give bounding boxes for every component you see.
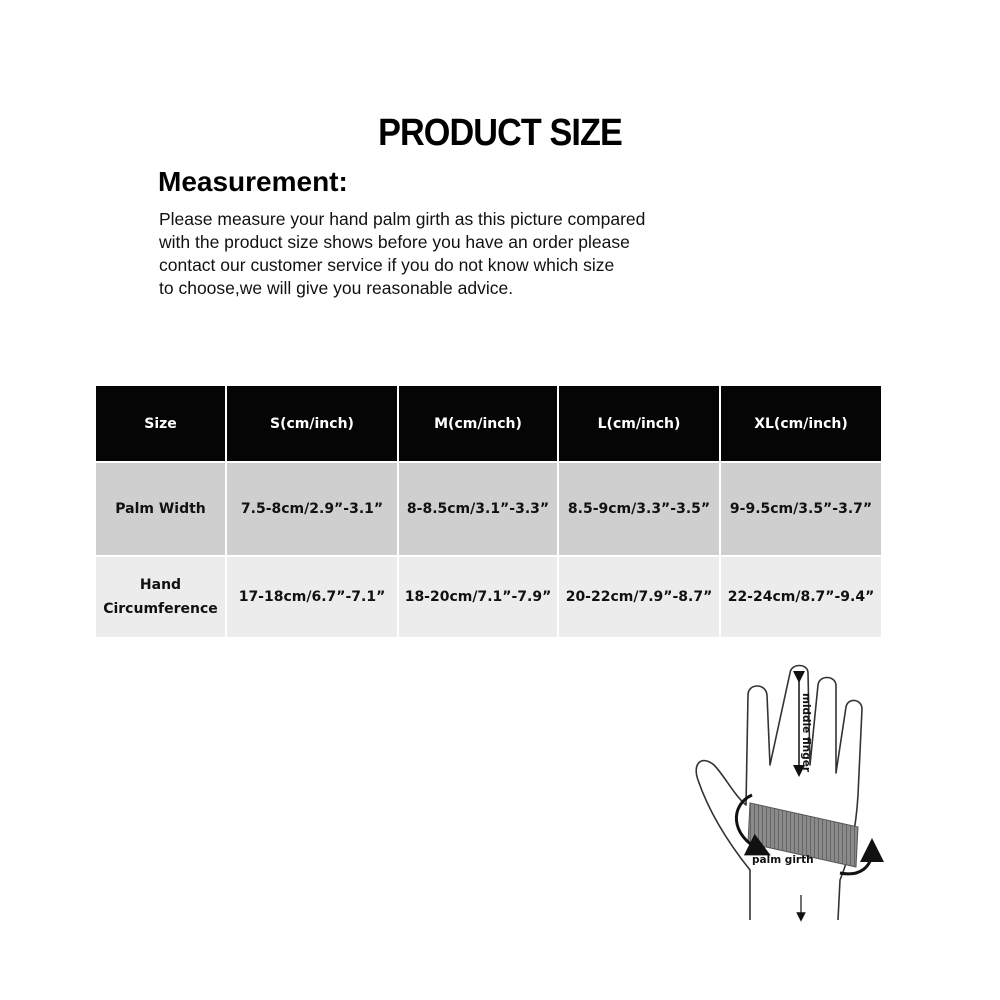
description-line: with the product size shows before you have an order please — [159, 232, 630, 252]
description-line: Please measure your hand palm girth as this picture compared — [159, 209, 646, 229]
description-line: to choose,we will give you reasonable advice. — [159, 278, 514, 298]
measurement-description — [159, 208, 759, 300]
table-cell: 8.5-9cm/3.3”-3.5” — [558, 462, 720, 556]
row-label-line: Circumference — [103, 601, 218, 617]
table-header-row — [96, 386, 882, 462]
column-header-m: M(cm/inch) — [398, 386, 558, 462]
row-label-palm-width: Palm Width — [96, 462, 226, 556]
page-title: PRODUCT SIZE — [378, 112, 622, 154]
table-cell: 18-20cm/7.1”-7.9” — [398, 556, 558, 638]
hand-outline — [696, 666, 862, 921]
table-cell: 7.5-8cm/2.9”-3.1” — [226, 462, 398, 556]
description-line: contact our customer service if you do not know which size — [159, 255, 615, 275]
table-cell: 9-9.5cm/3.5”-3.7” — [720, 462, 882, 556]
palm-girth-label: palm girth — [752, 854, 814, 866]
table-cell: 17-18cm/6.7”-7.1” — [226, 556, 398, 638]
table-cell: 8-8.5cm/3.1”-3.3” — [398, 462, 558, 556]
column-header-l: L(cm/inch) — [558, 386, 720, 462]
size-table — [96, 386, 883, 639]
column-header-xl: XL(cm/inch) — [720, 386, 882, 462]
table-cell: 22-24cm/8.7”-9.4” — [720, 556, 882, 638]
row-label-hand-circumference — [96, 556, 226, 638]
section-heading: Measurement: — [158, 166, 348, 197]
table-cell: 20-22cm/7.9”-8.7” — [558, 556, 720, 638]
hand-measurement-diagram — [690, 655, 900, 930]
column-header-s: S(cm/inch) — [226, 386, 398, 462]
middle-finger-label: middle finger — [800, 693, 812, 773]
table-row — [96, 556, 882, 638]
column-header-size: Size — [96, 386, 226, 462]
row-label-line: Hand — [139, 577, 182, 593]
table-row — [96, 462, 882, 556]
